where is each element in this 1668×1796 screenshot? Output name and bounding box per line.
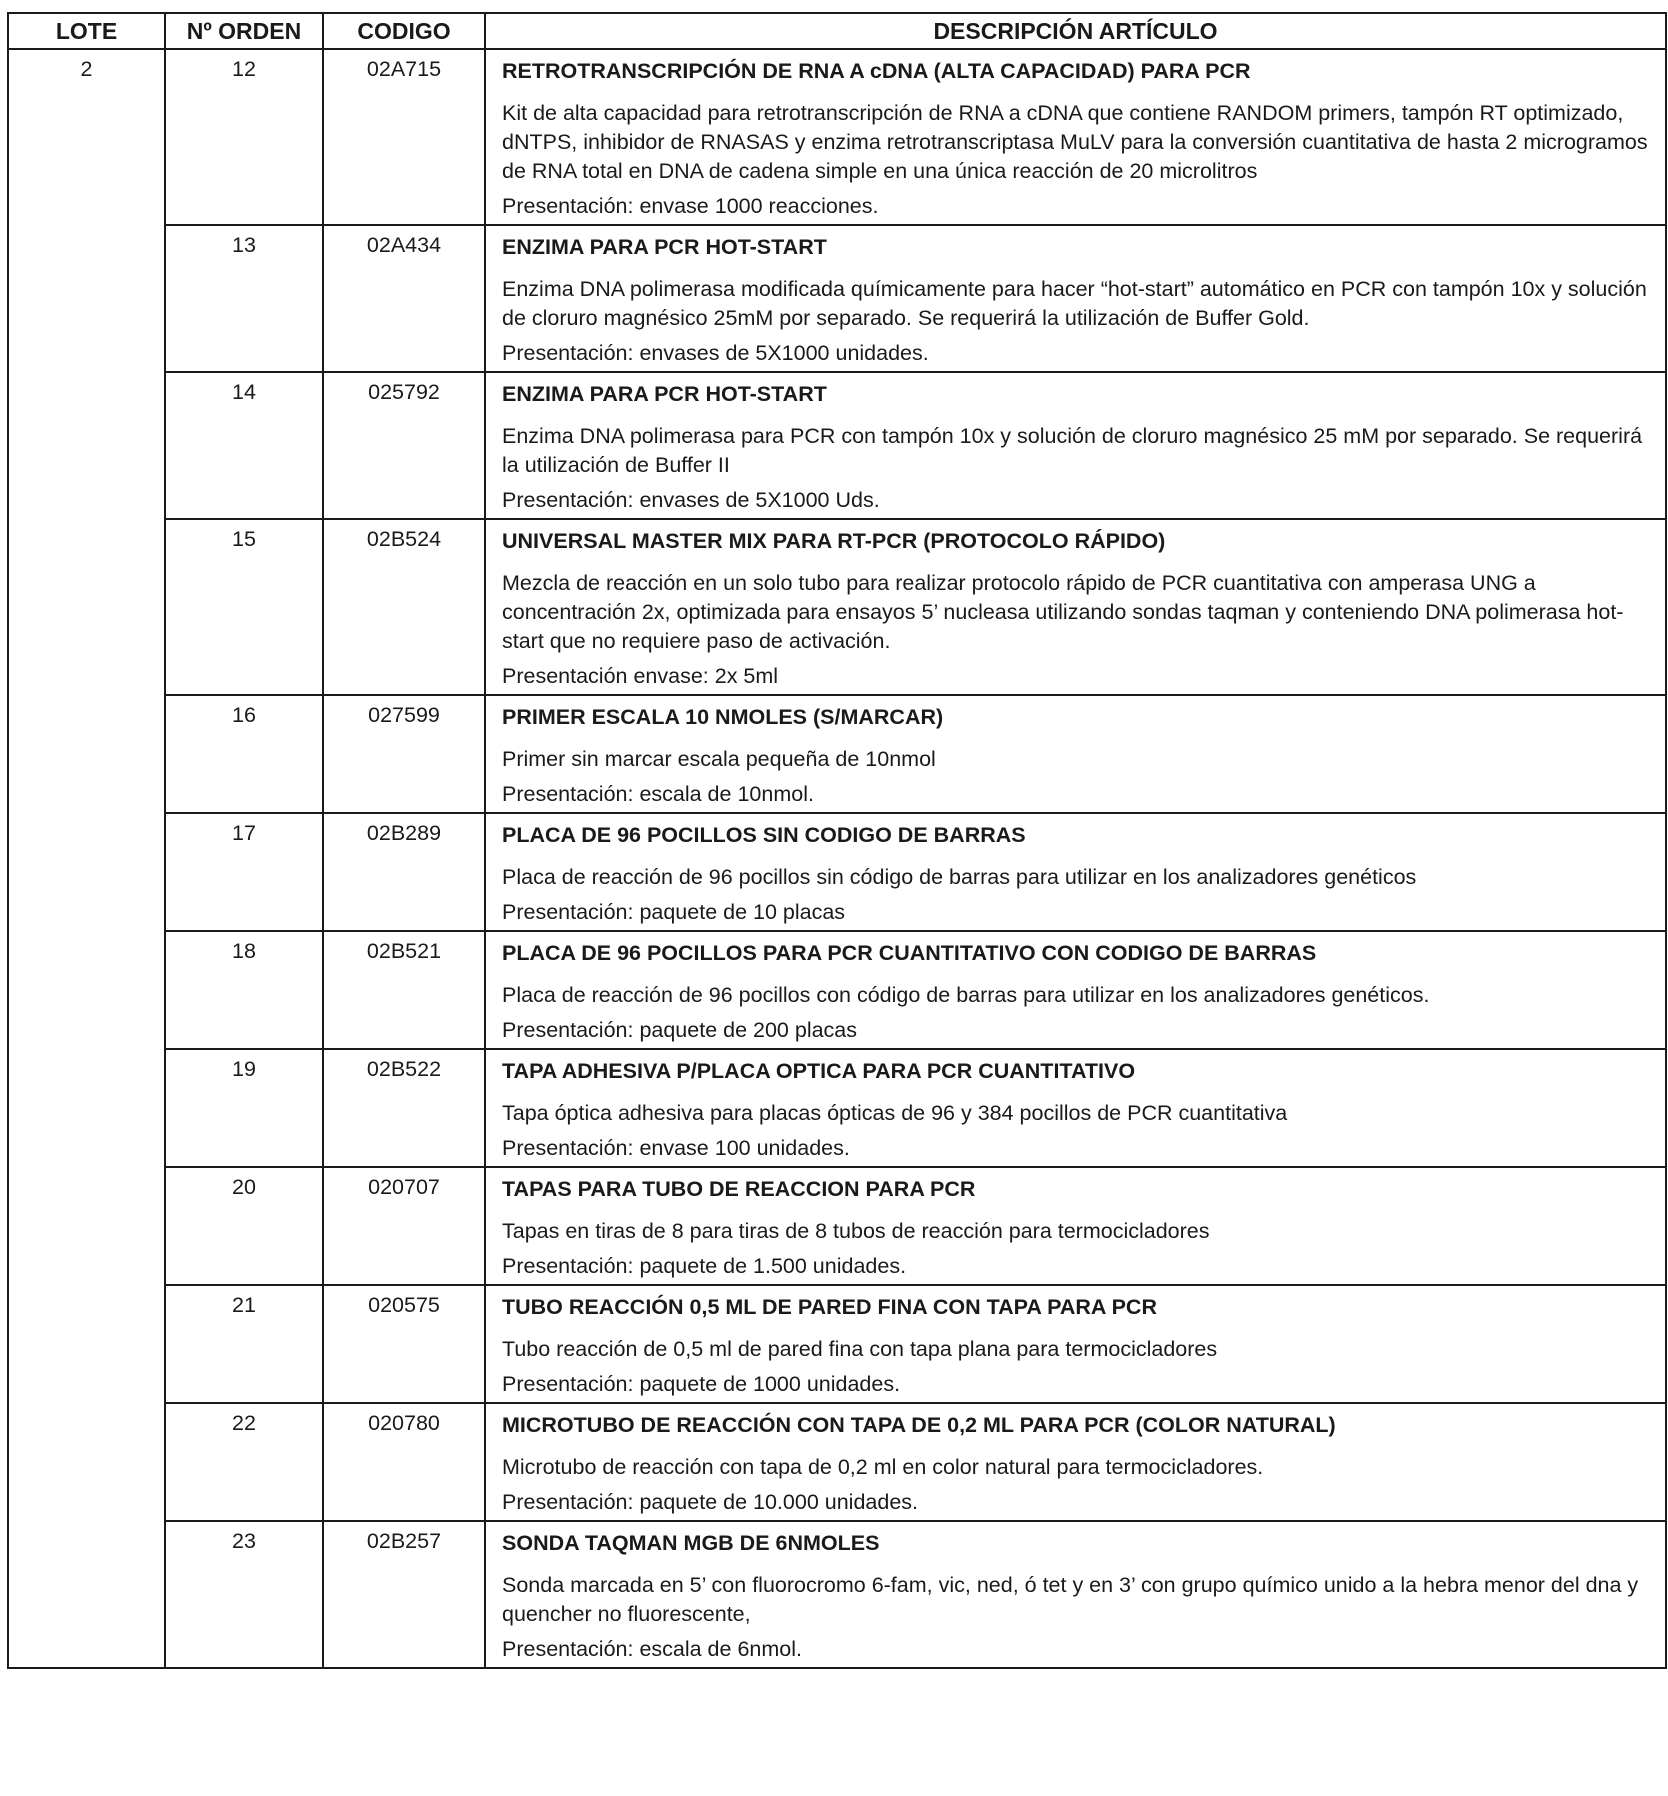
table-row: [8, 1285, 1666, 1403]
header-orden: Nº ORDEN: [165, 13, 323, 49]
codigo-cell: 02A434: [323, 225, 485, 372]
table-row: [8, 1521, 1666, 1668]
orden-cell: 12: [165, 49, 323, 225]
codigo-cell: 02B257: [323, 1521, 485, 1668]
article-title: TUBO REACCIÓN 0,5 ML DE PARED FINA CON TAPA PARA PCR: [502, 1295, 1157, 1319]
description-cell: [485, 1521, 1666, 1668]
description-cell: [485, 1049, 1666, 1167]
article-presentation: Presentación: paquete de 1.500 unidades.: [502, 1254, 907, 1278]
article-presentation: Presentación: paquete de 200 placas: [502, 1018, 858, 1042]
codigo-cell: 02B524: [323, 519, 485, 695]
article-presentation: Presentación: paquete de 10 placas: [502, 900, 846, 924]
header-lote: LOTE: [8, 13, 165, 49]
article-presentation: Presentación: paquete de 10.000 unidades.: [502, 1490, 918, 1514]
orden-cell: 21: [165, 1285, 323, 1403]
table-row: [8, 372, 1666, 519]
article-presentation: Presentación: envase 100 unidades.: [502, 1136, 850, 1160]
codigo-cell: 020575: [323, 1285, 485, 1403]
table-row: [8, 49, 1666, 225]
description-cell: [485, 695, 1666, 813]
article-presentation: Presentación: escala de 6nmol.: [502, 1637, 802, 1661]
article-title: SONDA TAQMAN MGB DE 6NMOLES: [502, 1531, 880, 1555]
articles-table: [7, 12, 1667, 1669]
article-presentation: Presentación: escala de 10nmol.: [502, 782, 814, 806]
orden-cell: 19: [165, 1049, 323, 1167]
header-codigo: CODIGO: [323, 13, 485, 49]
description-cell: [485, 931, 1666, 1049]
article-presentation: Presentación: envases de 5X1000 Uds.: [502, 488, 880, 512]
description-cell: [485, 225, 1666, 372]
codigo-cell: 025792: [323, 372, 485, 519]
table-row: [8, 695, 1666, 813]
article-description: Placa de reacción de 96 pocillos con código de barras para utilizar en los analizadores genéticos.: [502, 983, 1430, 1007]
article-presentation: Presentación: envase 1000 reacciones.: [502, 194, 879, 218]
article-description: Tapas en tiras de 8 para tiras de 8 tubos de reacción para termocicladores: [502, 1219, 1210, 1243]
description-cell: [485, 1403, 1666, 1521]
article-title: RETROTRANSCRIPCIÓN DE RNA A cDNA (ALTA CAPACIDAD) PARA PCR: [502, 59, 1251, 83]
orden-cell: 13: [165, 225, 323, 372]
orden-cell: 23: [165, 1521, 323, 1668]
article-title: MICROTUBO DE REACCIÓN CON TAPA DE 0,2 ML PARA PCR (COLOR NATURAL): [502, 1413, 1336, 1437]
article-title: PRIMER ESCALA 10 NMOLES (S/MARCAR): [502, 705, 944, 729]
article-description: Enzima DNA polimerasa para PCR con tampón 10x y solución de cloruro magnésico 25 mM por separado. Se requerirá la utilización de Buffer II: [502, 424, 1643, 477]
article-presentation: Presentación: envases de 5X1000 unidades.: [502, 341, 929, 365]
codigo-cell: 02B289: [323, 813, 485, 931]
article-title: TAPA ADHESIVA P/PLACA OPTICA PARA PCR CUANTITATIVO: [502, 1059, 1136, 1083]
table-row: [8, 1403, 1666, 1521]
codigo-cell: 02B522: [323, 1049, 485, 1167]
orden-cell: 17: [165, 813, 323, 931]
article-presentation: Presentación envase: 2x 5ml: [502, 664, 779, 688]
orden-cell: 14: [165, 372, 323, 519]
article-description: Enzima DNA polimerasa modificada químicamente para hacer “hot-start” automático en PCR con tampón 10x y solución de cloruro magnésico 25mM por separado. Se requerirá la utilización de Buffer Gold.: [502, 277, 1647, 330]
orden-cell: 15: [165, 519, 323, 695]
article-title: ENZIMA PARA PCR HOT-START: [502, 382, 827, 406]
description-cell: [485, 1285, 1666, 1403]
description-cell: [485, 1167, 1666, 1285]
description-cell: [485, 372, 1666, 519]
article-description: Placa de reacción de 96 pocillos sin código de barras para utilizar en los analizadores genéticos: [502, 865, 1417, 889]
table-row: [8, 225, 1666, 372]
article-description: Tubo reacción de 0,5 ml de pared fina con tapa plana para termocicladores: [502, 1337, 1218, 1361]
table-row: [8, 813, 1666, 931]
description-cell: [485, 813, 1666, 931]
codigo-cell: 02A715: [323, 49, 485, 225]
codigo-cell: 020780: [323, 1403, 485, 1521]
lote-cell: 2: [8, 49, 165, 1668]
codigo-cell: 027599: [323, 695, 485, 813]
codigo-cell: 02B521: [323, 931, 485, 1049]
table-row: [8, 519, 1666, 695]
description-cell: [485, 519, 1666, 695]
table-row: [8, 1167, 1666, 1285]
article-presentation: Presentación: paquete de 1000 unidades.: [502, 1372, 901, 1396]
article-title: ENZIMA PARA PCR HOT-START: [502, 235, 827, 259]
codigo-cell: 020707: [323, 1167, 485, 1285]
orden-cell: 18: [165, 931, 323, 1049]
orden-cell: 22: [165, 1403, 323, 1521]
table-row: [8, 931, 1666, 1049]
orden-cell: 16: [165, 695, 323, 813]
article-title: PLACA DE 96 POCILLOS SIN CODIGO DE BARRAS: [502, 823, 1026, 847]
article-title: PLACA DE 96 POCILLOS PARA PCR CUANTITATIVO CON CODIGO DE BARRAS: [502, 941, 1317, 965]
article-description: Kit de alta capacidad para retrotranscripción de RNA a cDNA que contiene RANDOM primers, tampón RT optimizado, dNTPS, inhibidor de RNASAS y enzima retrotranscriptasa MuLV para la conversión cuantitativa de hasta 2 microgramos de RNA total en DNA de cadena simple en una única reacción de 20 microlitros: [502, 101, 1648, 183]
article-description: Primer sin marcar escala pequeña de 10nmol: [502, 747, 936, 771]
article-title: TAPAS PARA TUBO DE REACCION PARA PCR: [502, 1177, 976, 1201]
article-description: Microtubo de reacción con tapa de 0,2 ml en color natural para termocicladores.: [502, 1455, 1264, 1479]
article-description: Sonda marcada en 5’ con fluorocromo 6-fam, vic, ned, ó tet y en 3’ con grupo químico unido a la hebra menor del dna y quencher no fluorescente,: [502, 1573, 1639, 1626]
article-description: Mezcla de reacción en un solo tubo para realizar protocolo rápido de PCR cuantitativa con amperasa UNG a concentración 2x, optimizada para ensayos 5’ nucleasa utilizando sondas taqman y conteniendo DNA polimerasa hot-start que no requiere paso de activación.: [502, 571, 1624, 653]
article-title: UNIVERSAL MASTER MIX PARA RT-PCR (PROTOCOLO RÁPIDO): [502, 529, 1166, 553]
description-cell: [485, 49, 1666, 225]
table-row: [8, 1049, 1666, 1167]
article-description: Tapa óptica adhesiva para placas ópticas de 96 y 384 pocillos de PCR cuantitativa: [502, 1101, 1288, 1125]
orden-cell: 20: [165, 1167, 323, 1285]
header-descripcion: DESCRIPCIÓN ARTÍCULO: [485, 13, 1666, 49]
header-row: [8, 13, 1666, 49]
